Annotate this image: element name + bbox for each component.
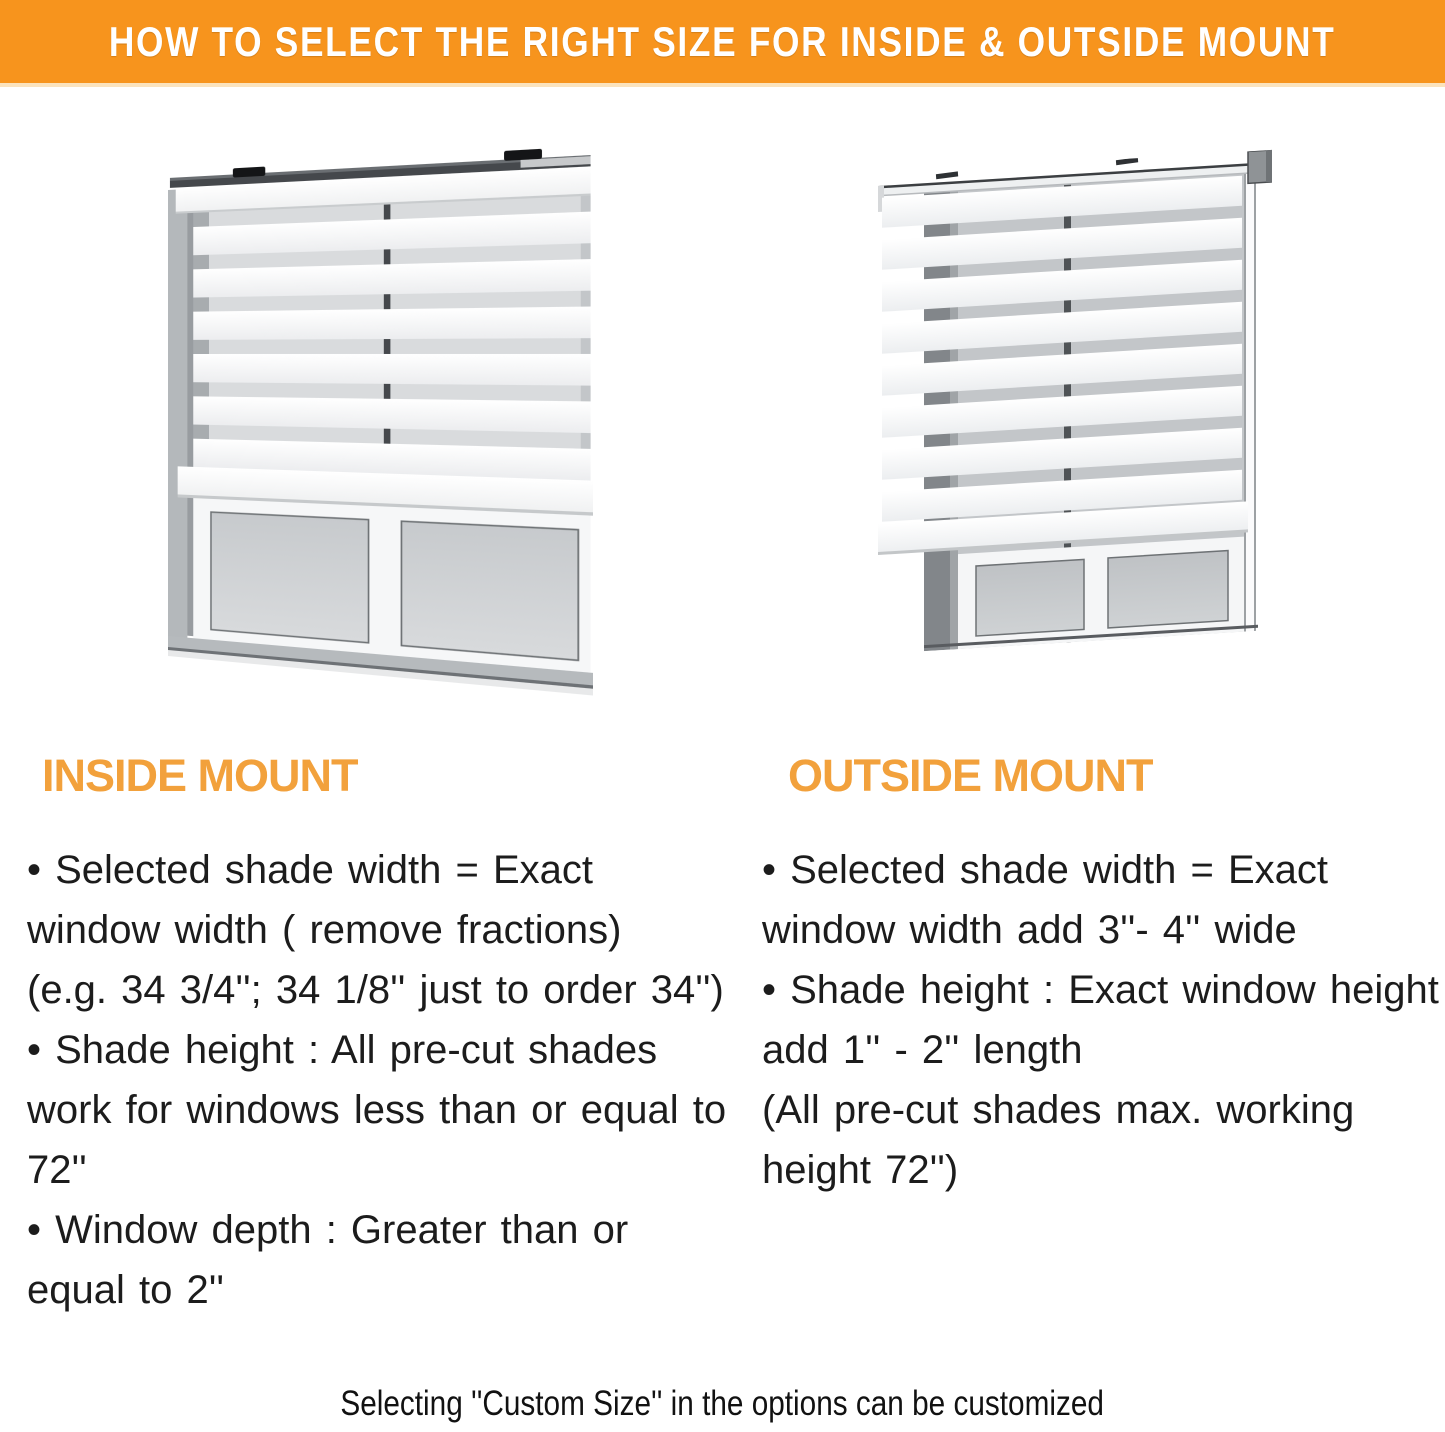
outside-mount-window-graphic [878, 150, 1272, 654]
wall-anchor-icon [936, 171, 958, 179]
inside-mount-heading: INSIDE MOUNT [42, 750, 358, 801]
instruction-line: • Shade height : All pre-cut shades [27, 1028, 658, 1072]
instruction-line: height 72'') [762, 1148, 959, 1192]
window-frame-left-jamb [168, 189, 195, 641]
outside-mount-heading: OUTSIDE MOUNT [788, 750, 1153, 801]
instruction-line: • Shade height : Exact window height [762, 968, 1439, 1012]
footer [0, 1384, 1445, 1424]
banner [0, 0, 1445, 87]
banner-title: HOW TO SELECT THE RIGHT SIZE FOR INSIDE & OUTSIDE MOUNT [109, 17, 1336, 65]
window-glass-pane [401, 521, 578, 660]
window-frame-right-edge [1244, 173, 1256, 632]
window-glass-pane [1108, 551, 1228, 628]
custom-size-note: Selecting ''Custom Size'' in the options can be customized [340, 1384, 1105, 1423]
instruction-line: equal to 2'' [27, 1268, 224, 1312]
outside-mount-illustration [878, 150, 1272, 654]
fabric-band [193, 354, 590, 386]
inside-mount-illustration [168, 144, 593, 698]
mounting-clip-icon [504, 149, 542, 161]
window-glass-pane [211, 512, 369, 643]
outside-mount-instructions [762, 840, 1439, 1200]
instruction-line: • Selected shade width = Exact [27, 848, 593, 892]
instruction-line: • Selected shade width = Exact [762, 848, 1328, 892]
wall-anchor-icon [1116, 157, 1138, 165]
instruction-line: 72'' [27, 1148, 87, 1192]
instruction-line: window width ( remove fractions) [27, 908, 622, 952]
instruction-line: add 1'' - 2'' length [762, 1028, 1083, 1072]
instruction-line: (All pre-cut shades max. working [762, 1088, 1355, 1132]
fabric-band [193, 307, 590, 340]
instruction-line: (e.g. 34 3/4''; 34 1/8'' just to order 34'') [27, 968, 724, 1012]
inside-mount-window-graphic [168, 144, 593, 698]
mounting-clip-icon [233, 167, 265, 178]
window-glass-pane [976, 559, 1084, 636]
inside-mount-instructions [27, 840, 726, 1320]
mounting-bracket-icon [1248, 150, 1272, 183]
instruction-line: • Window depth : Greater than or [27, 1208, 629, 1252]
instruction-line: window width add 3''- 4'' wide [762, 908, 1297, 952]
instruction-line: work for windows less than or equal to [27, 1088, 727, 1132]
